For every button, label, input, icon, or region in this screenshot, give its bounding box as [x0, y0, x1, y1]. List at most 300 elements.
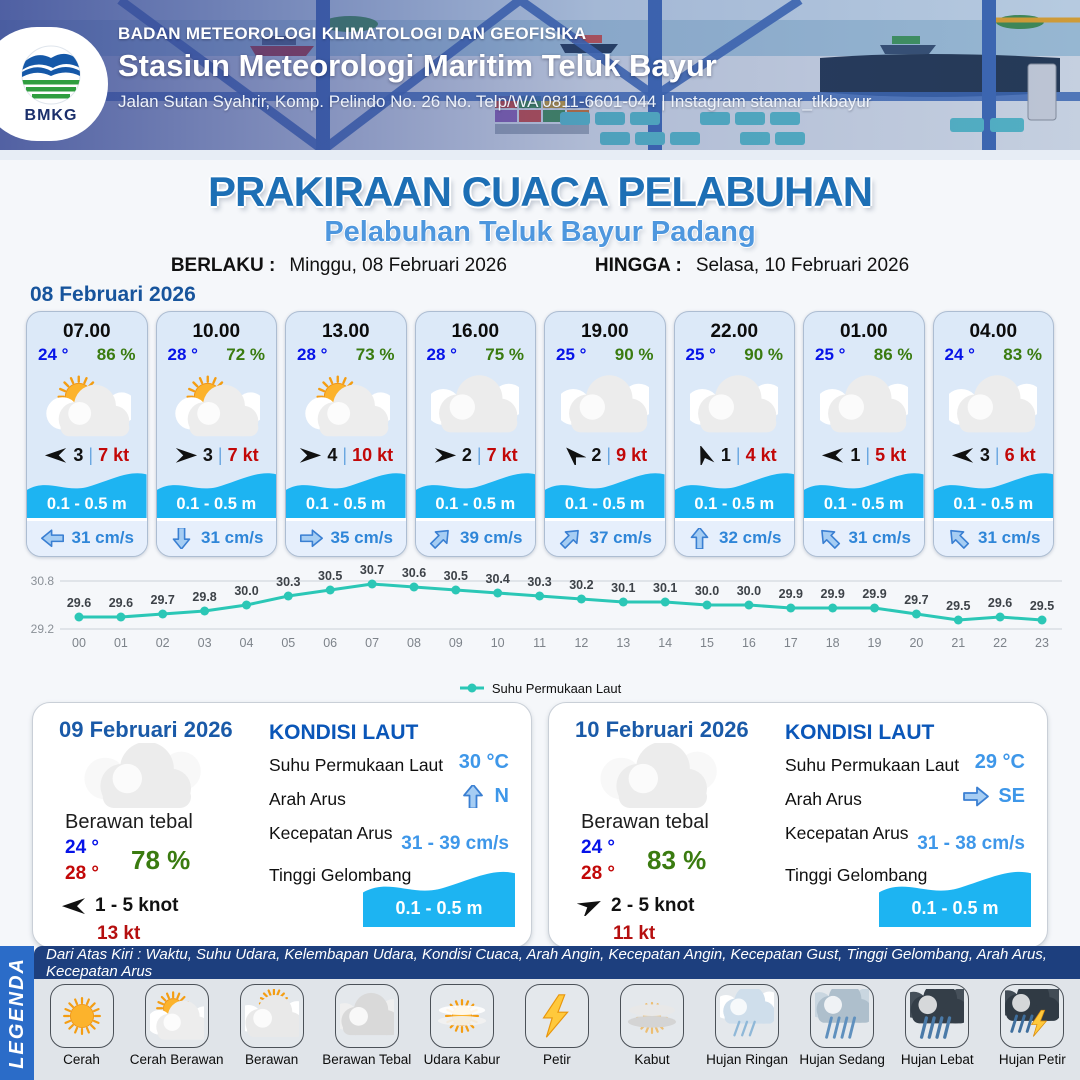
svg-text:30.3: 30.3	[276, 575, 301, 589]
weather-condition	[157, 365, 277, 445]
current-direction-icon	[299, 528, 324, 549]
station-name: Stasiun Meteorologi Maritim Teluk Bayur	[118, 48, 717, 83]
daily-humidity: 83 %	[647, 845, 707, 875]
daily-wind-row	[577, 895, 694, 917]
daily-weather-icon	[583, 743, 733, 818]
svg-text:30.4: 30.4	[485, 572, 510, 586]
wave-height-section	[286, 466, 406, 518]
wave-height-section	[27, 466, 147, 518]
svg-text:30.0: 30.0	[736, 584, 762, 598]
current-speed: 32 cm/s	[719, 528, 782, 548]
wave-height-label: Tinggi Gelombang	[269, 865, 412, 885]
legend-icon-box	[620, 984, 684, 1048]
separator: |	[342, 444, 348, 465]
daily-wind-range: 1 - 5 knot	[95, 895, 179, 916]
agency-name: BADAN METEOROLOGI KLIMATOLOGI DAN GEOFISIKA	[118, 24, 587, 43]
current-speed-label: Kecepatan Arus	[269, 823, 393, 843]
daily-wind-range: 2 - 5 knot	[611, 895, 695, 916]
wind-row	[675, 445, 795, 466]
wind-beaufort: 1	[720, 444, 731, 465]
current-row	[675, 518, 795, 556]
svg-text:21: 21	[951, 636, 966, 650]
legend-icon-box	[525, 984, 589, 1048]
daily-date: 10 Februari 2026	[575, 717, 749, 742]
separator: |	[476, 444, 482, 465]
wave-height-value: 0.1 - 0.5 m	[564, 494, 645, 513]
hour-label: 22.00	[710, 321, 759, 342]
weather-icon-cerah-berawan	[302, 372, 390, 438]
svg-text:29.6: 29.6	[108, 596, 134, 610]
hingga-label: HINGGA :	[594, 255, 682, 276]
legend-item-udara-kabur	[416, 984, 508, 1067]
current-speed: 35 cm/s	[330, 528, 393, 548]
current-speed: 31 cm/s	[848, 528, 911, 548]
humidity: 90 %	[744, 345, 783, 364]
wind-direction-icon	[44, 446, 68, 465]
hourly-card-01.00	[803, 311, 925, 557]
svg-text:29.7: 29.7	[150, 593, 175, 607]
daily-condition: Berawan tebal	[581, 811, 709, 833]
series-marker-icon	[459, 682, 485, 694]
weather-icon-cerah-berawan	[43, 372, 131, 438]
svg-text:30.2: 30.2	[569, 578, 594, 592]
svg-text:12: 12	[574, 636, 589, 650]
validity-row	[0, 255, 1080, 277]
wind-row	[157, 445, 277, 466]
legend-item-berawan-tebal	[321, 984, 413, 1067]
air-temperature: 28 °	[426, 345, 457, 364]
wind-beaufort: 1	[850, 444, 861, 465]
svg-text:02: 02	[155, 636, 170, 650]
header-divider	[0, 150, 1080, 160]
current-direction-icon	[946, 528, 971, 549]
weather-icon-berawan	[690, 372, 778, 438]
separator: |	[606, 444, 612, 465]
wind-row	[545, 445, 665, 466]
wave-height-section	[804, 466, 924, 518]
legend-item-label: Cerah Berawan	[129, 1052, 224, 1067]
svg-text:29.2: 29.2	[30, 622, 54, 636]
wind-direction-icon	[951, 446, 975, 465]
weather-condition	[416, 365, 536, 445]
wind-row	[934, 445, 1054, 466]
legend-item-label: Hujan Lebat	[900, 1052, 974, 1067]
hourly-card-13.00	[285, 311, 407, 557]
svg-text:22: 22	[993, 636, 1008, 650]
air-temperature: 25 °	[685, 345, 716, 364]
temp-humidity-row	[545, 343, 665, 365]
weather-icon-berawan-tebal	[583, 743, 733, 813]
temp-humidity-row	[27, 343, 147, 365]
legend-item-label: Petir	[543, 1052, 571, 1067]
wave-height-section	[416, 466, 536, 518]
legend-icon-box	[335, 984, 399, 1048]
weather-icon-cerah-berawan	[172, 372, 260, 438]
udara-kabur-icon	[435, 989, 489, 1043]
wind-beaufort: 2	[461, 444, 472, 465]
wave-height-value: 0.1 - 0.5 m	[46, 494, 127, 513]
daily-temp-max: 28 °	[65, 863, 100, 884]
svg-text:30.0: 30.0	[694, 584, 720, 598]
svg-text:05: 05	[281, 636, 296, 650]
svg-text:17: 17	[783, 636, 798, 650]
hour-label: 04.00	[969, 321, 1018, 342]
wind-row	[286, 445, 406, 466]
header-banner	[0, 0, 1080, 150]
legend-icon-box	[50, 984, 114, 1048]
svg-text:01: 01	[113, 636, 128, 650]
wind-speed: 6 kt	[1004, 444, 1036, 465]
current-row	[545, 518, 665, 556]
svg-text:30.7: 30.7	[359, 563, 385, 577]
wind-direction-icon	[821, 446, 845, 465]
wave-height-box	[363, 863, 515, 927]
current-direction-icon	[687, 528, 712, 549]
svg-text:10: 10	[490, 636, 505, 650]
svg-text:29.9: 29.9	[820, 587, 845, 601]
wave-height-value: 0.1 - 0.5 m	[823, 494, 904, 513]
air-temperature: 24 °	[944, 345, 975, 364]
wind-speed: 7 kt	[98, 444, 130, 465]
legend-item-hujan-ringan	[701, 984, 793, 1067]
current-speed-value: 31 - 38 cm/s	[917, 833, 1025, 854]
hour-label: 13.00	[321, 321, 370, 342]
wind-direction-icon	[577, 896, 603, 916]
weather-condition	[286, 365, 406, 445]
air-temperature: 24 °	[38, 345, 69, 364]
svg-text:11: 11	[533, 636, 547, 650]
wind-direction-icon	[433, 446, 457, 465]
hourly-card-04.00	[933, 311, 1055, 557]
legend-item-hujan-sedang	[796, 984, 888, 1067]
svg-text:30.0: 30.0	[234, 584, 259, 598]
humidity: 83 %	[1003, 345, 1042, 364]
current-speed: 31 cm/s	[201, 528, 264, 548]
hourly-card-07.00	[26, 311, 148, 557]
wind-row	[804, 445, 924, 466]
wind-speed: 7 kt	[486, 444, 518, 465]
humidity: 86 %	[873, 345, 913, 364]
legend-icon-box	[905, 984, 969, 1048]
current-speed: 37 cm/s	[589, 528, 652, 548]
current-direction-icon	[962, 785, 990, 808]
wind-direction-icon	[692, 446, 716, 465]
wind-direction-icon	[61, 896, 87, 916]
weather-condition	[545, 365, 665, 445]
legend-description: Dari Atas Kiri : Waktu, Suhu Udara, Kelembapan Udara, Kondisi Cuaca, Arah Angin, Kecepatan Angin, Kecepatan Gust, Tinggi Gelombang, Arah Arus, Kecepatan Arus	[34, 946, 1080, 979]
hour-label: 16.00	[451, 321, 500, 342]
legend-icon-box	[810, 984, 874, 1048]
daily-card-10	[548, 702, 1048, 948]
temp-humidity-row	[804, 343, 924, 365]
current-row	[157, 518, 277, 556]
wave-height-value: 0.1 - 0.5 m	[176, 494, 257, 513]
current-row	[804, 518, 924, 556]
legend-footer	[0, 946, 1080, 1080]
humidity: 90 %	[614, 345, 654, 364]
current-direction-icon	[169, 528, 194, 549]
legend-item-label: Udara Kabur	[423, 1052, 501, 1067]
current-direction-label: Arah Arus	[269, 789, 346, 809]
wind-direction-icon	[174, 446, 198, 465]
cerah-berawan-icon	[150, 989, 204, 1043]
current-speed: 31 cm/s	[978, 528, 1041, 548]
title-block	[0, 160, 1080, 277]
humidity: 73 %	[355, 345, 395, 364]
weather-icon-berawan	[949, 372, 1037, 438]
svg-text:30.6: 30.6	[401, 566, 427, 580]
wind-speed: 4 kt	[745, 444, 777, 465]
svg-text:09: 09	[448, 636, 463, 650]
weather-icon-berawan	[561, 372, 649, 438]
svg-text:30.1: 30.1	[611, 581, 636, 595]
air-temperature: 28 °	[297, 345, 328, 364]
sst-label: Suhu Permukaan Laut	[785, 755, 960, 775]
current-row	[934, 518, 1054, 556]
hourly-card-10.00	[156, 311, 278, 557]
current-row	[27, 518, 147, 556]
svg-text:29.5: 29.5	[946, 599, 971, 613]
wave-height-box	[879, 863, 1031, 927]
wind-speed: 9 kt	[616, 444, 648, 465]
wave-height-section	[675, 466, 795, 518]
hour-label: 01.00	[839, 321, 888, 342]
air-temperature: 25 °	[815, 345, 846, 364]
wind-beaufort: 3	[202, 444, 213, 465]
hujan-ringan-icon	[720, 989, 774, 1043]
air-temperature: 25 °	[556, 345, 587, 364]
wind-row	[416, 445, 536, 466]
humidity: 72 %	[226, 345, 265, 364]
legend-item-hujan-petir	[986, 984, 1078, 1067]
legend-icon-box	[1000, 984, 1064, 1048]
sst-chart-section	[0, 561, 1080, 698]
hourly-forecast-row	[26, 311, 1054, 557]
svg-text:06: 06	[323, 636, 338, 650]
daily-date: 09 Februari 2026	[59, 717, 233, 742]
svg-text:29.5: 29.5	[1029, 599, 1055, 613]
wave-height-value: 0.1 - 0.5 m	[911, 898, 999, 918]
separator: |	[865, 444, 871, 465]
svg-text:00: 00	[72, 636, 86, 650]
daily-forecast-row	[32, 702, 1048, 948]
wind-row	[27, 445, 147, 466]
separator: |	[88, 444, 94, 465]
wave-height-section	[157, 466, 277, 518]
svg-text:03: 03	[197, 636, 212, 650]
chart-legend	[0, 678, 1080, 698]
weather-icon-berawan-tebal	[67, 743, 217, 813]
hour-label: 10.00	[192, 321, 241, 342]
page-title: PRAKIRAAN CUACA PELABUHAN	[207, 168, 873, 215]
daily-gust: 11 kt	[613, 923, 656, 944]
wave-height-section	[545, 466, 665, 518]
legend-band	[0, 946, 34, 1080]
daily-wind-row	[61, 895, 178, 917]
hingga-value: Selasa, 10 Februari 2026	[695, 255, 910, 276]
hujan-lebat-icon	[910, 989, 964, 1043]
wind-direction-icon	[298, 446, 322, 465]
legend-item-label: Hujan Petir	[998, 1052, 1066, 1067]
legend-item-cerah-berawan	[131, 984, 223, 1067]
weather-icon-berawan	[431, 372, 519, 438]
legend-item-label: Berawan Tebal	[322, 1052, 412, 1067]
station-address: Jalan Sutan Syahrir, Komp. Pelindo No. 26 No. Telp/WA 0811-6601-044 | Instagram stamar_tlkbayur	[118, 92, 872, 111]
weather-condition	[934, 365, 1054, 445]
legend-item-petir	[511, 984, 603, 1067]
wave-height-value: 0.1 - 0.5 m	[395, 898, 483, 918]
sst-value: 29 °C	[974, 751, 1025, 773]
current-speed: 39 cm/s	[460, 528, 523, 548]
current-speed-label: Kecepatan Arus	[785, 823, 909, 843]
berawan-tebal-icon	[340, 989, 394, 1043]
svg-text:30.8: 30.8	[30, 574, 54, 588]
wave-height-value: 0.1 - 0.5 m	[694, 494, 775, 513]
wind-speed: 10 kt	[352, 444, 394, 465]
wind-beaufort: 3	[73, 444, 84, 465]
legend-items-row	[34, 979, 1080, 1080]
current-direction-icon	[40, 528, 65, 549]
weather-condition	[804, 365, 924, 445]
legend-icon-box	[715, 984, 779, 1048]
daily-condition: Berawan tebal	[65, 811, 193, 833]
hour-label: 07.00	[62, 321, 111, 342]
legend-item-label: Kabut	[634, 1052, 670, 1067]
daily-temp-max: 28 °	[581, 863, 616, 884]
legend-item-cerah	[36, 984, 128, 1067]
daily-weather-icon	[67, 743, 217, 818]
temp-humidity-row	[416, 343, 536, 365]
wind-beaufort: 3	[979, 444, 990, 465]
legend-item-berawan	[226, 984, 318, 1067]
berlaku-label: BERLAKU :	[170, 255, 276, 276]
daily-humidity: 78 %	[131, 845, 191, 875]
bmkg-emblem-icon	[20, 44, 82, 106]
legend-item-label: Berawan	[245, 1052, 299, 1067]
current-direction-label: Arah Arus	[785, 789, 862, 809]
svg-text:19: 19	[867, 636, 882, 650]
hourly-card-22.00	[674, 311, 796, 557]
wave-height-value: 0.1 - 0.5 m	[435, 494, 516, 513]
temp-humidity-row	[286, 343, 406, 365]
svg-text:29.7: 29.7	[904, 593, 929, 607]
legend-item-label: Hujan Ringan	[706, 1052, 788, 1067]
legend-item-kabut	[606, 984, 698, 1067]
cerah-icon	[55, 989, 109, 1043]
weather-icon-berawan	[820, 372, 908, 438]
kabut-icon	[625, 989, 679, 1043]
current-direction-icon	[459, 785, 487, 808]
temp-humidity-row	[675, 343, 795, 365]
page-subtitle: Pelabuhan Teluk Bayur Padang	[324, 216, 756, 248]
current-direction-value: N	[459, 785, 509, 808]
svg-text:23: 23	[1035, 636, 1049, 650]
legend-icon-box	[240, 984, 304, 1048]
series-name: Suhu Permukaan Laut	[491, 680, 622, 696]
current-speed-value: 31 - 39 cm/s	[401, 833, 509, 854]
temp-humidity-row	[157, 343, 277, 365]
hour-label: 19.00	[580, 321, 629, 342]
sst-line-chart	[0, 561, 1080, 673]
svg-text:30.5: 30.5	[443, 569, 468, 583]
wind-beaufort: 2	[591, 444, 602, 465]
wave-height-value: 0.1 - 0.5 m	[953, 494, 1034, 513]
svg-text:07: 07	[365, 636, 380, 650]
wind-speed: 5 kt	[875, 444, 907, 465]
svg-text:29.8: 29.8	[192, 590, 217, 604]
hourly-card-19.00	[544, 311, 666, 557]
svg-text:16: 16	[741, 636, 756, 650]
current-row	[286, 518, 406, 556]
weather-condition	[675, 365, 795, 445]
berlaku-value: Minggu, 08 Februari 2026	[289, 255, 507, 276]
humidity: 86 %	[96, 345, 136, 364]
legend-item-label: Cerah	[63, 1052, 100, 1067]
bmkg-logo-label: BMKG	[24, 106, 78, 124]
wind-speed: 7 kt	[227, 444, 259, 465]
forecast-date: 08 Februari 2026	[30, 283, 196, 306]
sst-value: 30 °C	[458, 751, 509, 773]
svg-text:30.1: 30.1	[653, 581, 678, 595]
sea-conditions-heading: KONDISI LAUT	[269, 721, 419, 744]
legend-title: LEGENDA	[5, 957, 28, 1069]
svg-text:29.9: 29.9	[862, 587, 887, 601]
hujan-petir-icon	[1005, 989, 1059, 1043]
svg-text:14: 14	[658, 636, 673, 650]
wave-height-label: Tinggi Gelombang	[785, 865, 928, 885]
current-direction-icon	[817, 528, 842, 549]
hourly-card-16.00	[415, 311, 537, 557]
current-direction-icon	[428, 528, 453, 549]
wave-height-value: 0.1 - 0.5 m	[305, 494, 386, 513]
svg-text:13: 13	[616, 636, 631, 650]
sst-label: Suhu Permukaan Laut	[269, 755, 444, 775]
separator: |	[217, 444, 223, 465]
separator: |	[994, 444, 1000, 465]
current-direction-icon	[558, 528, 583, 549]
svg-text:04: 04	[239, 636, 254, 650]
legend-icon-box	[145, 984, 209, 1048]
current-row	[416, 518, 536, 556]
svg-text:20: 20	[909, 636, 924, 650]
hujan-sedang-icon	[815, 989, 869, 1043]
daily-card-09	[32, 702, 532, 948]
svg-text:29.6: 29.6	[987, 596, 1013, 610]
air-temperature: 28 °	[167, 345, 198, 364]
legend-icon-box	[430, 984, 494, 1048]
current-direction-value: SE	[962, 785, 1025, 808]
svg-text:08: 08	[407, 636, 421, 650]
svg-text:15: 15	[700, 636, 714, 650]
separator: |	[735, 444, 741, 465]
legend-item-label: Hujan Sedang	[799, 1052, 885, 1067]
legend-item-hujan-lebat	[891, 984, 983, 1067]
humidity: 75 %	[485, 345, 524, 364]
daily-temp-min: 24 °	[581, 837, 616, 858]
wave-height-section	[934, 466, 1054, 518]
weather-condition	[27, 365, 147, 445]
svg-text:29.6: 29.6	[66, 596, 92, 610]
petir-icon	[530, 989, 584, 1043]
wind-beaufort: 4	[327, 444, 338, 465]
svg-text:29.9: 29.9	[778, 587, 803, 601]
wind-direction-icon	[562, 446, 586, 465]
temp-humidity-row	[934, 343, 1054, 365]
svg-text:18: 18	[825, 636, 840, 650]
svg-text:30.3: 30.3	[527, 575, 552, 589]
berawan-icon	[245, 989, 299, 1043]
daily-gust: 13 kt	[97, 923, 141, 944]
